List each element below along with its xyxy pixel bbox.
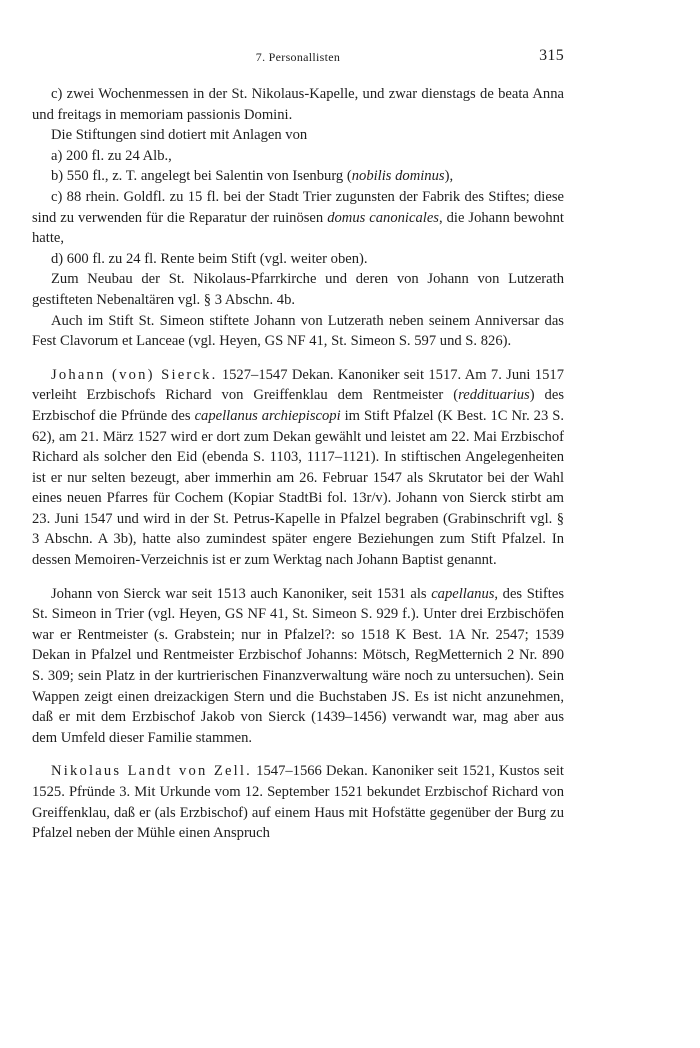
text-run: , die Johann bewohnt hatte, <box>32 209 564 247</box>
list-item-b <box>32 166 564 187</box>
entry-nikolaus-landt <box>32 761 564 843</box>
text-run: , des Stiftes St. Simeon in Trier (vgl. Heyen, GS NF 41, St. Simeon S. 929 f.). Unter drei Erzbischöfen war er Rentmeister (s. Grabstein; nur in Pfalzel?: so 1518 K Best. 1A Nr. 2547; 1539 Dekan in Pfalzel und Rentmeister Erzbischof Johanns: Mötsch, RegMetternich 2 Nr. 890 S. 309; sein Platz in der kurtrierischen Finanzverwaltung wäre noch zu untersuchen). Sein Wappen zeigt einen dreizackigen Stern und die Buchstaben JS. Es ist nicht anzunehmen, daß er mit dem Erzbischof Jakob von Sierck (1439–1456) verwandt war, mag aber aus dem Umfeld dieser Familie stammen. <box>32 585 564 746</box>
list-item-a <box>32 146 564 167</box>
text-run: b) 550 fl., z. T. angelegt bei Salentin von Isenburg ( <box>51 168 352 185</box>
text-body <box>32 84 564 844</box>
text-run: 1547–1566 Dekan. Kanoniker seit 1521, Kustos seit 1525. Pfründe 3. Mit Urkunde vom 12. September 1521 bekundet Erzbischof Richard von Greiffenklau, daß er (als Erzbischof) auf einem Haus mit Hofstätte gegenüber der Burg zu Pfalzel neben der Mühle einen Anspruch <box>32 763 564 842</box>
page-number: 315 <box>539 47 564 64</box>
italic-term: domus canonicales <box>327 209 439 226</box>
italic-term: capellanus <box>431 585 495 602</box>
person-name: Johann (von) Sierck. <box>51 366 218 383</box>
text-run: Zum Neubau der St. Nikolaus-Pfarrkirche und deren von Johann von Lutzerath gestifteten Nebenaltären vgl. § 3 Abschn. 4b. <box>32 271 564 308</box>
list-item-c <box>32 187 564 249</box>
italic-term: reddituarius <box>458 387 530 404</box>
person-name: Nikolaus Landt von Zell. <box>51 763 253 780</box>
text-run: Die Stiftungen sind dotiert mit Anlagen von <box>51 127 308 144</box>
paragraph-simeon <box>32 311 564 352</box>
running-head <box>32 47 564 65</box>
text-run: ), <box>444 168 454 185</box>
entry-johann-von-sierck <box>32 365 564 571</box>
paragraph-sierck-kanoniker <box>32 584 564 749</box>
text-run: d) 600 fl. zu 24 fl. Rente beim Stift (vgl. weiter oben). <box>51 250 368 267</box>
italic-term: nobilis dominus <box>351 168 445 185</box>
text-run: Auch im Stift St. Simeon stiftete Johann von Lutzerath neben seinem Anniversar das Fest Clavorum et Lanceae (vgl. Heyen, GS NF 41, St. Simeon S. 597 und S. 826). <box>32 312 564 350</box>
list-item-d <box>32 249 564 270</box>
paragraph-wochenmessen <box>32 84 564 125</box>
text-run: 1527–1547 Dekan. Kanoniker seit 1517. Am 7. Juni 1517 verleiht Erzbischofs Richard von Greiffenklau dem Rentmeister ( <box>32 366 564 404</box>
chapter-title: 7. Personallisten <box>255 50 341 64</box>
text-run: c) zwei Wochenmessen in der St. Nikolaus-Kapelle, und zwar dienstags de beata Anna und freitags in memoriam passionis Domini. <box>32 86 564 123</box>
text-run: Johann von Sierck war seit 1513 auch Kanoniker, seit 1531 als <box>51 585 432 602</box>
paragraph-neubau <box>32 269 564 310</box>
text-run: a) 200 fl. zu 24 Alb., <box>51 147 172 164</box>
italic-term: capellanus archiepiscopi <box>194 407 341 424</box>
text-run: ) des Erzbischof die Pfründe des <box>32 387 564 424</box>
paragraph-stiftungen <box>32 125 564 146</box>
text-run: im Stift Pfalzel (K Best. 1C Nr. 23 S. 62), am 21. März 1527 wird er dort zum Dekan gewählt und leistet am 22. Mai Erzbischof Richard als solcher den Eid (ebenda S. 1103, 1117–1121). In stiftischen Angelegenheiten ist er nur selten bezeugt, aber immerhin am 26. Februar 1547 als Skrutator bei der Wahl eines neuen Pfarres für Cochem (Kopiar StadtBi fol. 13r/v). Johann von Sierck stirbt am 23. Juni 1547 und wird in der St. Petrus-Kapelle in Pfalzel begraben (Grabinschrift vgl. § 3 Abschn. A 3b), hatte also zumindest später engere Beziehungen zum Stift Pfalzel. In dessen Memoiren-Verzeichnis ist er zum Werktag nach Johann Baptist genannt. <box>32 407 565 569</box>
text-run: c) 88 rhein. Goldfl. zu 15 fl. bei der Stadt Trier zugunsten der Fabrik des Stiftes; diese sind zu verwenden für die Reparatur der ruinösen <box>32 188 564 226</box>
